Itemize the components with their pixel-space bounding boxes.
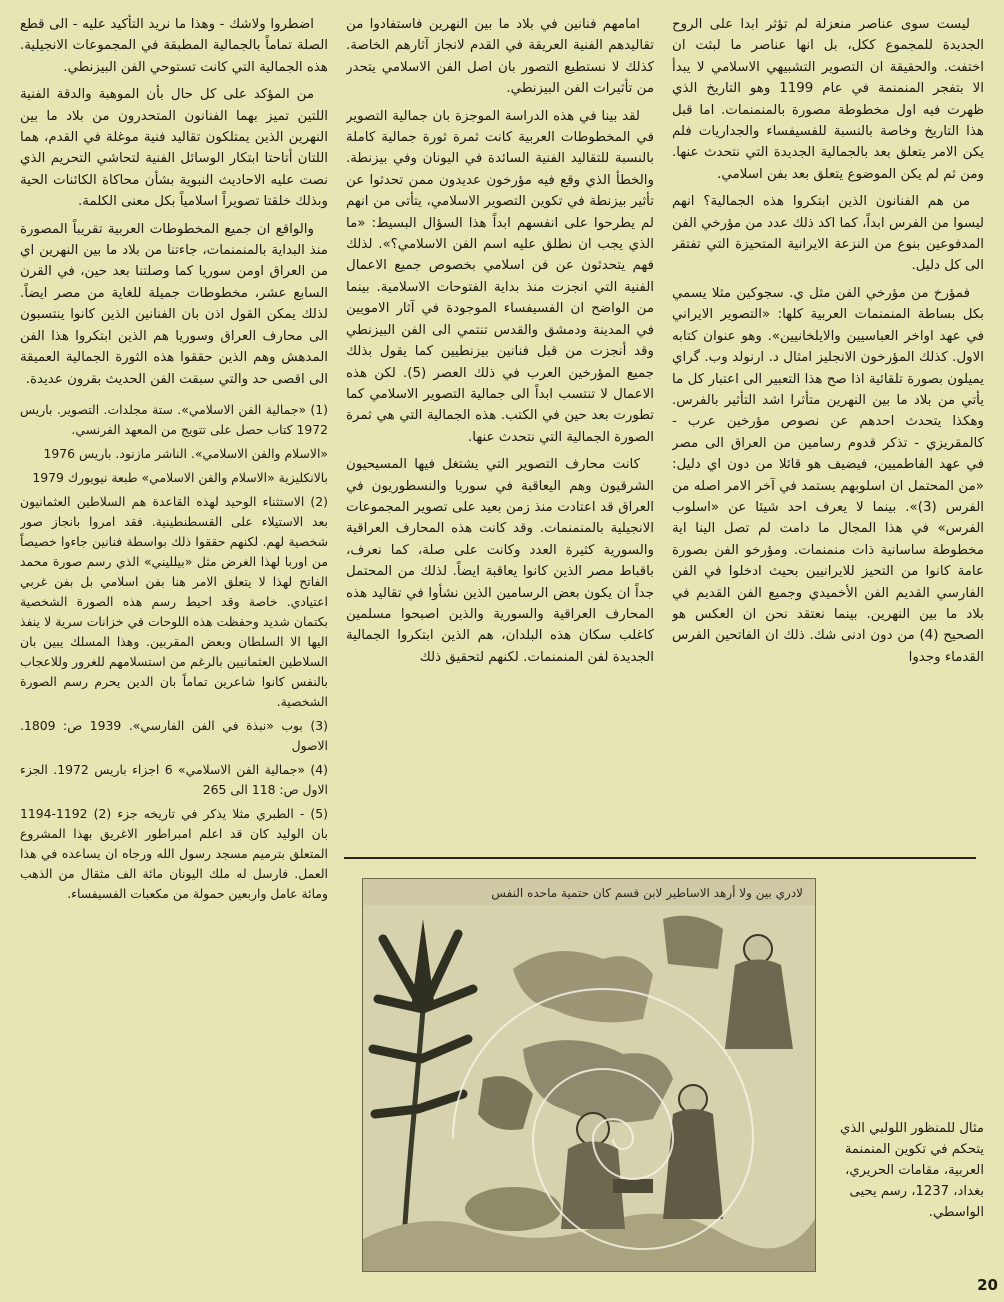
paragraph: امامهم فنانين في بلاد ما بين النهرين فاستفادوا من تقاليدهم الفنية العريقة في القدم لانجاز آثارهم الخاصة. كذلك لا نستطيع التصور بان اصل الفن الاسلامي يتحدر من تأثيرات الفن البيزنطي. [346,17,654,97]
miniature-illustration [362,878,816,1272]
footnote: «الاسلام والفن الاسلامي». الناشر مازنود. باريس 1976 [43,445,328,461]
footnote: (1) «جمالية الفن الاسلامي». ستة مجلدات. التصوير. باريس 1972 كتاب حصل على تتويج من المعهد الفرنسي. [20,401,328,437]
paragraph: من هم الفنانون الذين ابتكروا هذه الجمالية؟ انهم ليسوا من الفرس ابداً، كما اكد ذلك عدد من مؤرخي الفن المدفوعين بنوع من النزعة الايرانية المتحيزة التي تفتقر الى كل دليل. [672,194,984,274]
footnote: (3) بوب «نبذة في الفن الفارسي». 1939 ص: 1809. الاصول [20,717,328,753]
paragraph: ليست سوى عناصر منعزلة لم تؤثر ابدا على الروح الجديدة للمجموع ككل، بل انها عناصر ما لبثت ان اختفت. والحقيقة ان التصوير التشبيهي الاسلامي لا يبدأ الا بتفجر المنمنمة في عام 1199 وهو التاريخ الذي ظهرت فيه اول مخطوطة مصورة بالمنمنمات. اما قبل هذا التاريخ وخاصة بالنسبة للفسيفساء والجداريات فلم يكن الامر يتعلق بعد بالجمالية الجديدة التي نتحدث عنها. ومن ثم لم يكن الموضوع يتعلق بعد بفن اسلامي. [672,17,984,182]
paragraph: لقد بينا في هذه الدراسة الموجزة بان جمالية التصوير في المخطوطات العربية كانت ثمرة ثورة جمالية كاملة بالنسبة للتقاليد الفنية السائدة في اليونان وفي بيزنطة. والخطأ الذي وقع فيه مؤرخون عديدون ممن تحدثوا عن تأثير بيزنطة في تكوين التصوير الاسلامي، يتأتى من انهم لم يطرحوا على انفسهم ابداً هذا السؤال البسيط: «ما الذي يجب ان نطلق عليه اسم الفن الاسلامي؟». لذلك فهم يتحدثون عن فن اسلامي بخصوص جميع الاعمال الفنية التي انجزت منذ بداية الفتوحات الاسلامية. بينما من الواضح ان الفسيفساء الموجودة في آثار الامويين في المدينة ودمشق والقدس تنتمي الى الفن البيزنطي وقد أنجزت من قبل فنانين بيزنطيين كما يقول بذلك جميع المؤرخين العرب في ذلك العصر (5). لكن هذه الاعمال لا تنتسب ابداً الى جمالية التصوير الاسلامي كما تطورت بعد حين في الكتب. هذه الجمالية التي هي ثمرة الصورة الجمالية التي نتحدث عنها. [346,108,654,445]
miniature-inscription: لادري بين ولا أرهد الاساطير لابن قسم كان حتمية ماحده النفس [491,886,803,900]
footnote: (2) الاستثناء الوحيد لهذه القاعدة هم السلاطين العثمانيون بعد الاستيلاء على القسطنطينية. فقد امروا بانجاز صور شخصية لهم. لكنهم حققوا ذلك بواسطة فنانين جاءوا خصيصاً من اوربا لهذا الغرض مثل «بيلليني» الذي رسم صورة محمد الفاتح لهذا لا يتعلق الامر هنا بفن اسلامي بل بفن غربي اعتيادي. خاصة وقد احيط رسم هذه الصورة الشخصية بكتمان شديد وحفظت هذه اللوحات في خزانات سرية لا ينفذ اليها الا السلطان وبعض المقربين. وهذا المسلك يبين بان السلاطين العثمانيين بالرغم من استسلامهم للغرور وللاعجاب بالنفس كانوا شاعرين تماماً بان الدين يحرم رسم الصورة الشخصية. [20,493,328,709]
paragraph: فمؤرخ من مؤرخي الفن مثل ي. سجوكين مثلا يسمي بكل بساطة المنمنمات العربية كلها: «التصوير الايراني في عهد اواخر العباسيين والايلخانيين». وهو عنوان كتابه الاول. كذلك المؤرخون الانجليز امثال د. ارنولد وب. گراي يميلون بصورة تلقائية اذا صح هذا التعبير الى اعتبار كل ما يأتي من بلاد ما بين النهرين متأثرا اشد التأثير بالفرس. وهكذا يتحدث احدهم عن نصوص مؤرخين عرب - كالمقريزي - تذكر قدوم رسامين من العراق الى مصر في عهد الفاطميين، فيضيف هو قائلا من دون اي دليل: «من المحتمل ان اسلوبهم يستمد في آخر الامر اصله من الفرس (3)». بينما لا يعرف احد شيئا عن «اسلوب الفرس» في هذا المجال ما دامت لم تصل الينا اية مخطوطة ساسانية ذات منمنمات. ومؤرخو الفن بصورة عامة كانوا من التحيز للايرانيين بحيث ادخلوا في الفن الفارسي القديم الفن الأخميدي وجميع الفن القديم في بلاد ما بين النهرين. بينما نعتقد نحن ان العكس هو الصحيح (4) من دون ادنى شك. ذلك ان الفاتحين الفرس القدماء وجدوا [672,285,984,665]
text-column-middle [346,14,654,944]
paragraph: اضطروا ولاشك - وهذا ما نريد التأكيد عليه - الى قطع الصلة تماماً بالجمالية المطبقة في المجموعات الانجيلية. هذه الجمالية التي كانت تستوحي الفن البيزنطي. [20,17,328,75]
footnote: (5) - الطبري مثلا يذكر في تاريخه جزء (2) 1192-1194 بان الوليد كان قد اعلم امبراطور الاغريق بهذا المشروع المتعلق بترميم مسجد رسول الله ورجاه ان يساعده في هذا العمل. فارسل له ملك اليونان مائة الف مثقال من الذهب ومائة عامل واربعين حمولة من مكعبات الفسيفساء. [20,805,328,901]
page-number: 20 [977,1276,998,1294]
text-column-left [20,14,328,1284]
paragraph: كانت محارف التصوير التي يشتغل فيها المسيحيون الشرقيون وهم اليعاقبة في سوريا والنسطوريون في العراق قد اعتادت منذ زمن بعيد على تصوير المجموعات الانجيلية بالمنمنمات. وقد كانت هذه المحارف العراقية والسورية كثيرة العدد وكانت على صلة، كما نعرف، باقباط مصر الذين كانوا يعاقبة ايضاً. لذلك من المحتمل جداً ان يكون بعض الرسامين الذين نشأوا في تقاليد هذه المحارف العراقية والسورية والذين اصبحوا مسلمين كاغلب سكان هذه البلدان، هم الذين ابتكروا الجمالية الجديدة لفن المنمنمات. لكنهم لتحقيق ذلك [346,457,654,665]
text-column-right [672,14,984,944]
paragraph: من المؤكد على كل حال بأن الموهبة والدقة الفنية اللتين تميز بهما الفنانون المتحدرون من بلاد ما بين النهرين الذين يمتلكون تقاليد فنية موغلة في القدم، هما اللتان أتاحتا ابتكار الوسائل الفنية لتحاشي التحريم الذي نصت عليه الاحاديث النبوية بشأن محاكاة الكائنات الحية وبذلك خلقتا تصويراً اسلامياً بكل معنى الكلمة. [20,87,328,210]
figure-caption: مثال للمنظور اللولبي الذي يتحكم في تكوين المنمنمة العربية، مقامات الحريري، بغداد، 1237، رسم يحيى الواسطي. [840,1121,984,1220]
footnotes [20,400,328,904]
paragraph: والواقع ان جميع المخطوطات العربية تقريباً المصورة منذ البداية بالمنمنمات، جاءتنا من بلاد ما بين النهرين اي من العراق اومن سوريا كما وصلتنا بعد حين، في القرن السابع عشر، مخطوطات جميلة للغاية من مصر ايضاً. لذلك يمكن القول اذن بان الفنانين الذين كانوا ينتسبون الى محارف العراق وسوريا هم الذين ابتكروا هذا الفن المدهش وهم الذين حققوا هذه الثورة الجمالية العميقة الى اقصى حد والتي سبقت الفن الحديث بقرون عديدة. [20,221,328,387]
footnote: (4) «جمالية الفن الاسلامي» 6 اجزاء باريس 1972. الجزء الاول ص: 118 الى 265 [20,761,328,797]
horizontal-rule [344,857,976,859]
footnote: بالانكليزية «الاسلام والفن الاسلامي» طبعة نيويورك 1979 [32,469,328,485]
miniature-drawing [363,879,815,1271]
